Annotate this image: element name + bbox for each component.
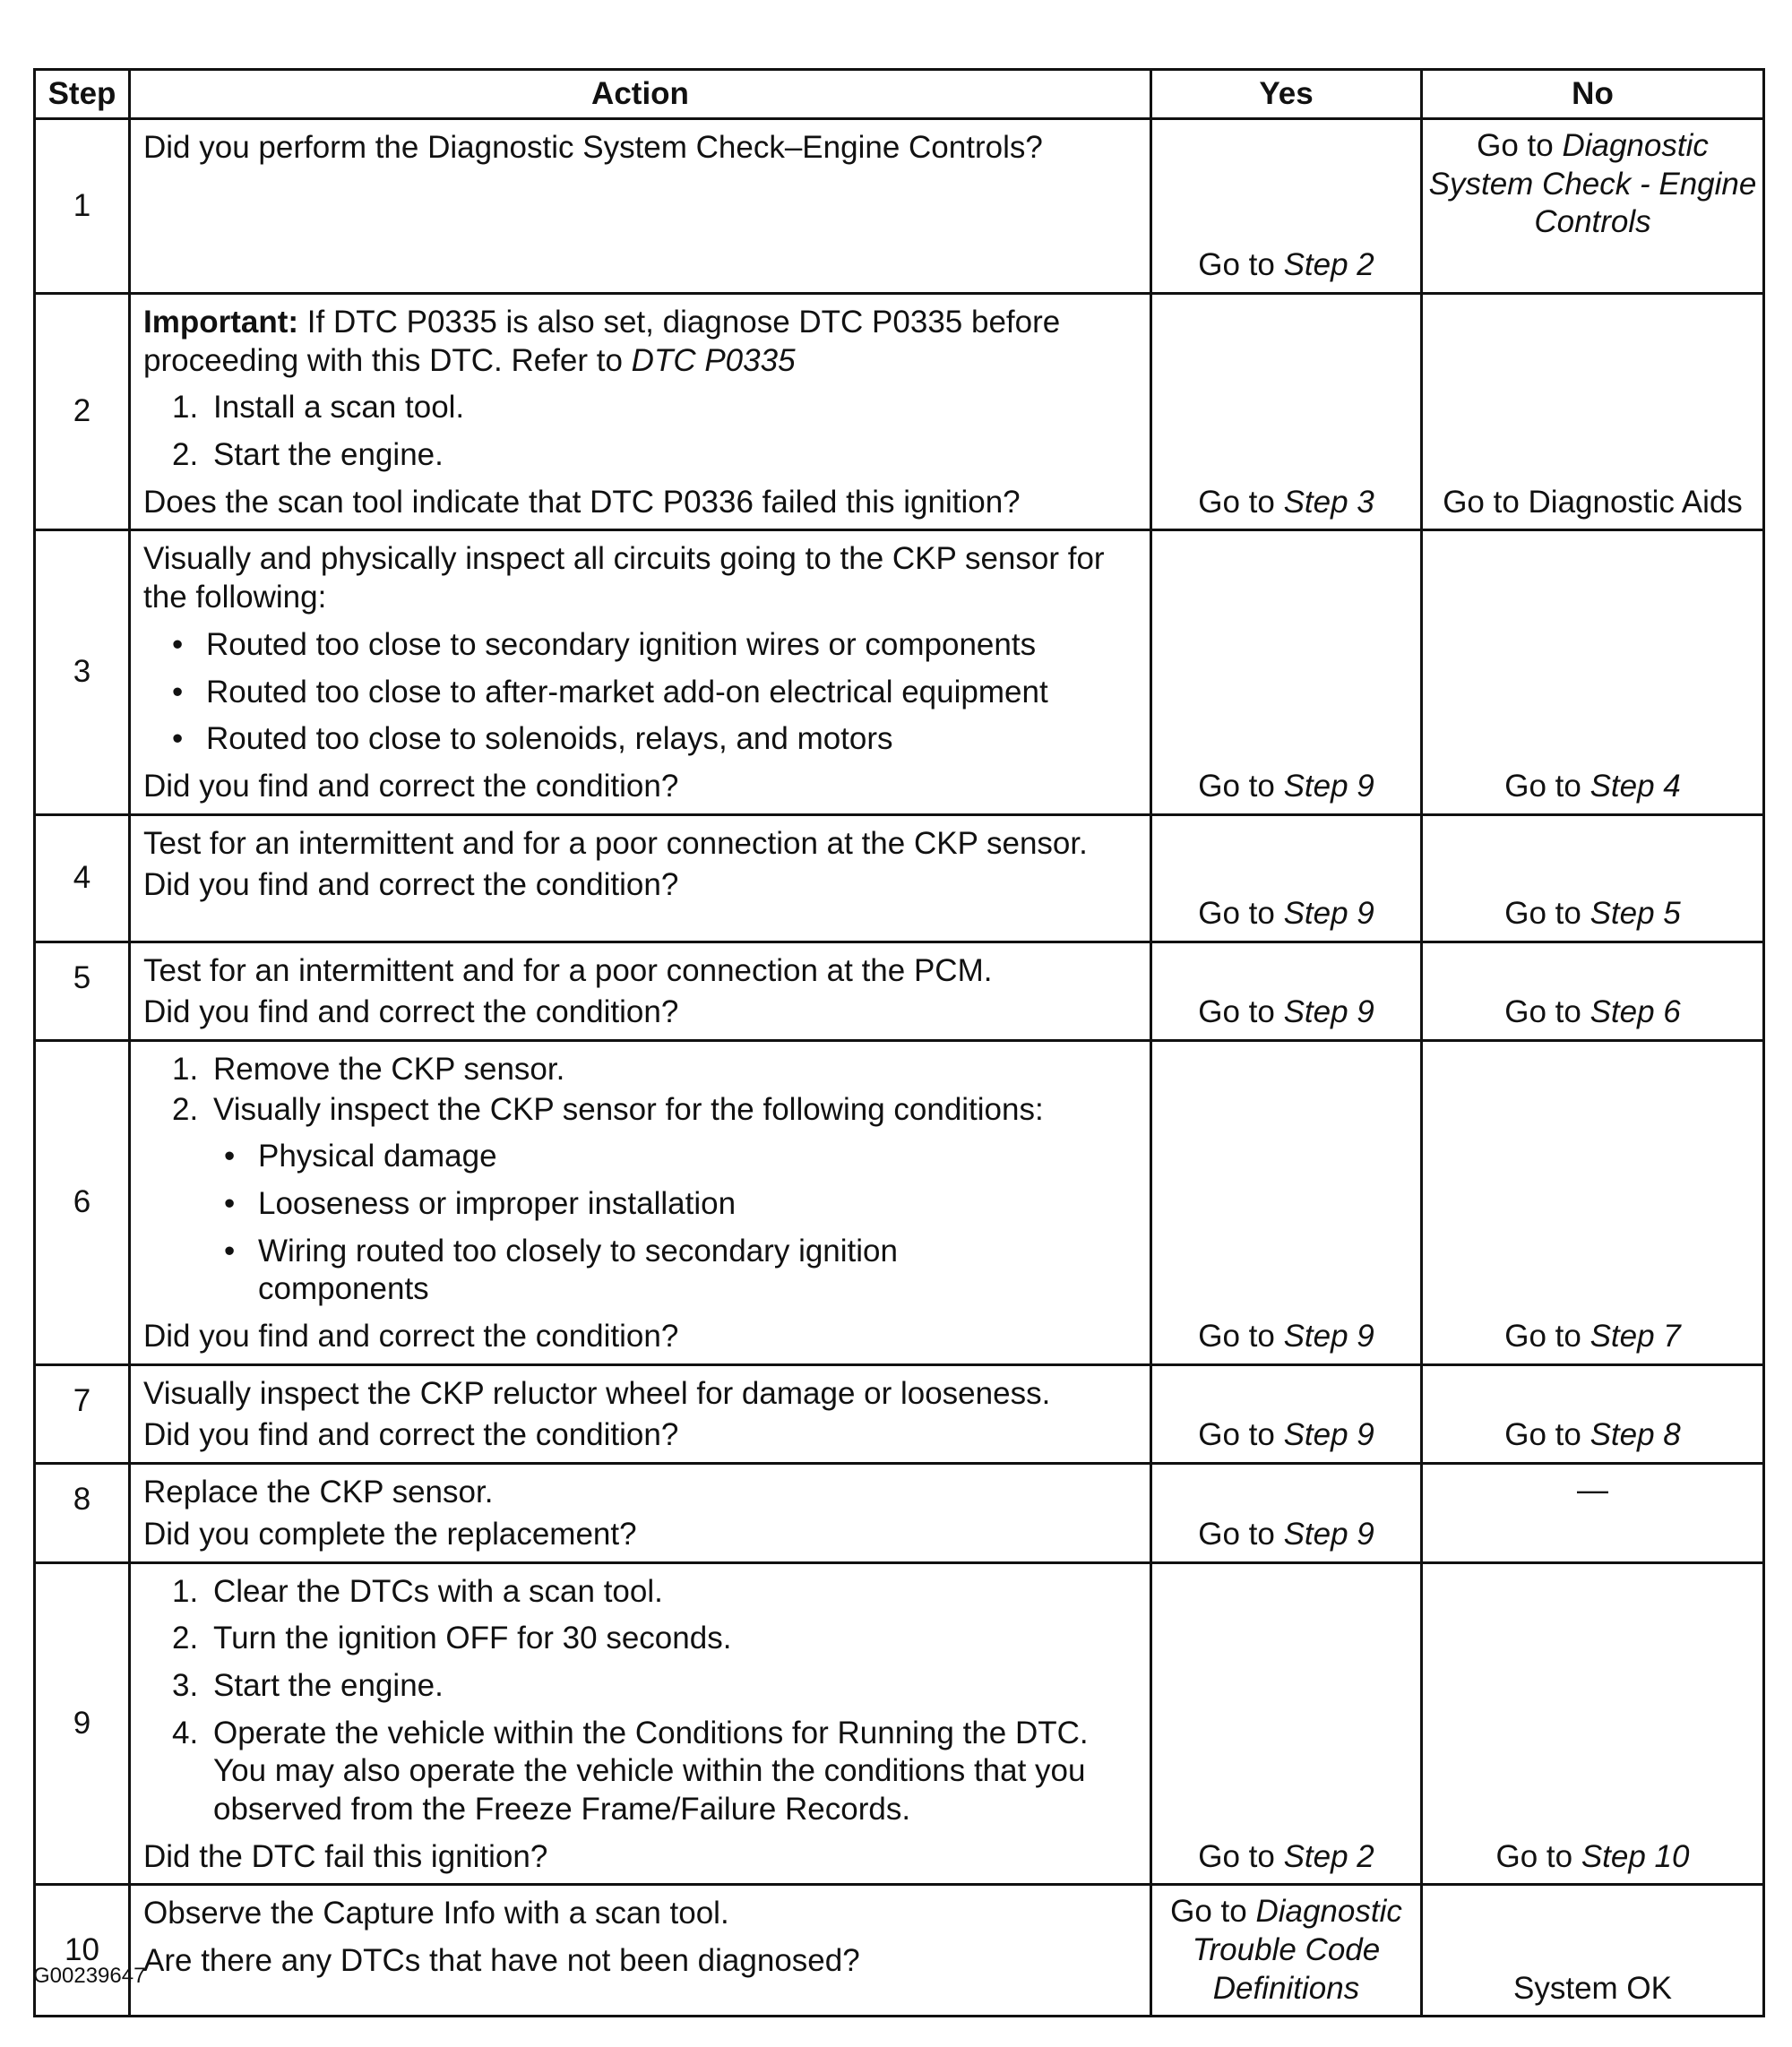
list-item: • Routed too close to after-market add-on electrical equipment (172, 674, 1048, 710)
yes-cell (1151, 1885, 1422, 2017)
diagnostic-table (33, 68, 1765, 2017)
action-intro: Visually and physically inspect all circuits going to the CKP sensor for the following: (143, 541, 1105, 615)
diagnostic-table-container (33, 68, 1762, 2017)
list-item: 1. Install a scan tool. (172, 390, 465, 426)
step-number: 6 (35, 1040, 130, 1364)
action-cell (130, 942, 1151, 1040)
action-question: Are there any DTCs that have not been diagnosed? (143, 1943, 860, 1978)
action-question: Did you find and correct the condition? (143, 994, 679, 1030)
action-question: Did you complete the replacement? (143, 1516, 637, 1552)
step-number: 9 (35, 1562, 130, 1885)
yes-cell (1151, 814, 1422, 942)
table-header-row (35, 70, 1764, 119)
action-cell (130, 1562, 1151, 1885)
list-item: 2. Turn the ignition OFF for 30 seconds. (172, 1621, 732, 1656)
step-number: 3 (35, 530, 130, 814)
action-cell (130, 1040, 1151, 1364)
header-step: Step (35, 70, 130, 119)
important-label: Important: (143, 305, 299, 340)
table-row-step-6 (35, 1040, 1764, 1364)
table-row-step-2 (35, 294, 1764, 530)
list-item: • Physical damage (224, 1139, 497, 1174)
no-text: Go to Diagnostic Aids (1443, 484, 1743, 520)
action-question: Did you find and correct the condition? (143, 768, 679, 804)
no-text: — (1577, 1473, 1608, 1509)
action-cell (130, 1885, 1151, 2017)
yes-ref: Step 2 (1283, 1838, 1374, 1874)
list-item: 2. Start the engine. (172, 437, 444, 473)
no-ref: Step 4 (1590, 768, 1681, 804)
action-intro: Visually inspect the CKP reluctor wheel for damage or looseness. (143, 1375, 1051, 1411)
no-cell (1422, 1364, 1764, 1463)
yes-cell (1151, 530, 1422, 814)
no-ref: Step 8 (1590, 1417, 1681, 1453)
no-prefix: Go to (1504, 1319, 1590, 1355)
action-intro: Observe the Capture Info with a scan tool. (143, 1896, 729, 1931)
action-intro: Replace the CKP sensor. (143, 1475, 494, 1510)
no-ref: Step 7 (1590, 1319, 1681, 1355)
yes-cell (1151, 1040, 1422, 1364)
step-number: 7 (35, 1364, 130, 1463)
no-cell (1422, 1562, 1764, 1885)
action-cell (130, 1364, 1151, 1463)
no-prefix: Go to (1504, 895, 1590, 931)
no-cell (1422, 119, 1764, 294)
yes-ref: Step 9 (1283, 994, 1374, 1030)
no-cell (1422, 1040, 1764, 1364)
no-cell (1422, 814, 1764, 942)
yes-prefix: Go to (1198, 1516, 1284, 1552)
yes-cell (1151, 1562, 1422, 1885)
no-cell (1422, 1885, 1764, 2017)
table-row-step-5 (35, 942, 1764, 1040)
yes-prefix: Go to (1198, 994, 1284, 1030)
no-text: System OK (1513, 1970, 1672, 2006)
table-row-step-1 (35, 119, 1764, 294)
no-cell (1422, 1464, 1764, 1562)
step-number: 1 (35, 119, 130, 294)
yes-prefix: Go to (1198, 484, 1284, 520)
yes-prefix: Go to (1170, 1894, 1256, 1930)
no-ref: Step 6 (1590, 994, 1681, 1030)
action-cell (130, 814, 1151, 942)
yes-cell (1151, 1364, 1422, 1463)
no-prefix: Go to (1495, 1838, 1581, 1874)
list-item: 1. Clear the DTCs with a scan tool. (172, 1573, 663, 1609)
action-question: Does the scan tool indicate that DTC P0336 failed this ignition? (143, 484, 1021, 520)
action-intro: Test for an intermittent and for a poor connection at the CKP sensor. (143, 825, 1088, 861)
yes-cell (1151, 294, 1422, 530)
figure-id: G00239647 (33, 1964, 146, 1988)
table-row-step-3 (35, 530, 1764, 814)
important-note (143, 304, 1137, 380)
list-item: • Looseness or improper installation (224, 1186, 737, 1221)
action-question: Did you find and correct the condition? (143, 1319, 679, 1355)
yes-cell (1151, 1464, 1422, 1562)
header-action: Action (130, 70, 1151, 119)
yes-ref: Step 9 (1283, 1417, 1374, 1453)
important-text: If DTC P0335 is also set, diagnose DTC P0335 before proceeding with this DTC. Refer to (143, 305, 1061, 378)
yes-ref: Step 9 (1283, 895, 1374, 931)
yes-ref: Step 3 (1283, 484, 1374, 520)
step-number: 4 (35, 814, 130, 942)
yes-cell (1151, 119, 1422, 294)
yes-prefix: Go to (1198, 1417, 1284, 1453)
table-row-step-7 (35, 1364, 1764, 1463)
yes-ref: Step 2 (1283, 247, 1374, 283)
no-prefix: Go to (1504, 768, 1590, 804)
table-row-step-9 (35, 1562, 1764, 1885)
yes-prefix: Go to (1198, 1838, 1284, 1874)
action-question: Did the DTC fail this ignition? (143, 1838, 548, 1874)
no-cell (1422, 942, 1764, 1040)
table-row-step-4 (35, 814, 1764, 942)
no-ref: Step 5 (1590, 895, 1681, 931)
action-text: Did you perform the Diagnostic System Check–Engine Controls? (143, 130, 1043, 165)
no-ref: Step 10 (1581, 1838, 1690, 1874)
table-row-step-8 (35, 1464, 1764, 1562)
list-item: • Routed too close to solenoids, relays, and motors (172, 721, 893, 757)
action-cell (130, 1464, 1151, 1562)
step-number: 8 (35, 1464, 130, 1562)
action-intro: Test for an intermittent and for a poor connection at the PCM. (143, 952, 993, 988)
header-no: No (1422, 70, 1764, 119)
step-number: 10 (35, 1885, 130, 2017)
important-ref: DTC P0335 (631, 342, 796, 378)
list-item: • Routed too close to secondary ignition wires or components (172, 626, 1037, 662)
yes-prefix: Go to (1198, 895, 1284, 931)
no-prefix: Go to (1504, 994, 1590, 1030)
yes-ref: Step 9 (1283, 1319, 1374, 1355)
action-cell (130, 119, 1151, 294)
yes-ref: Step 9 (1283, 768, 1374, 804)
action-cell (130, 530, 1151, 814)
step-number: 5 (35, 942, 130, 1040)
no-ref: Diagnostic System Check - Engine Controls (1428, 128, 1757, 240)
yes-cell (1151, 942, 1422, 1040)
list-item: 4. Operate the vehicle within the Conditions for Running the DTC. You may also operate the vehicle within the conditions that you observed from the Freeze Frame/Failure Records. (172, 1715, 1089, 1827)
table-row-step-10 (35, 1885, 1764, 2017)
header-yes: Yes (1151, 70, 1422, 119)
no-prefix: Go to (1477, 128, 1563, 163)
yes-prefix: Go to (1198, 247, 1284, 283)
action-cell (130, 294, 1151, 530)
action-question: Did you find and correct the condition? (143, 867, 679, 903)
yes-prefix: Go to (1198, 1319, 1284, 1355)
step-number: 2 (35, 294, 130, 530)
no-cell (1422, 530, 1764, 814)
list-item: 1. Remove the CKP sensor. (172, 1051, 565, 1087)
action-question: Did you find and correct the condition? (143, 1417, 679, 1453)
no-prefix: Go to (1504, 1417, 1590, 1453)
list-item: 2. Visually inspect the CKP sensor for the following conditions: (172, 1091, 1044, 1127)
yes-ref: Step 9 (1283, 1516, 1374, 1552)
yes-ref: Diagnostic Trouble Code Definitions (1192, 1894, 1402, 2006)
yes-prefix: Go to (1198, 768, 1284, 804)
no-cell (1422, 294, 1764, 530)
list-item: 3. Start the engine. (172, 1667, 444, 1703)
list-item: • Wiring routed too closely to secondary ignition components (224, 1233, 898, 1307)
